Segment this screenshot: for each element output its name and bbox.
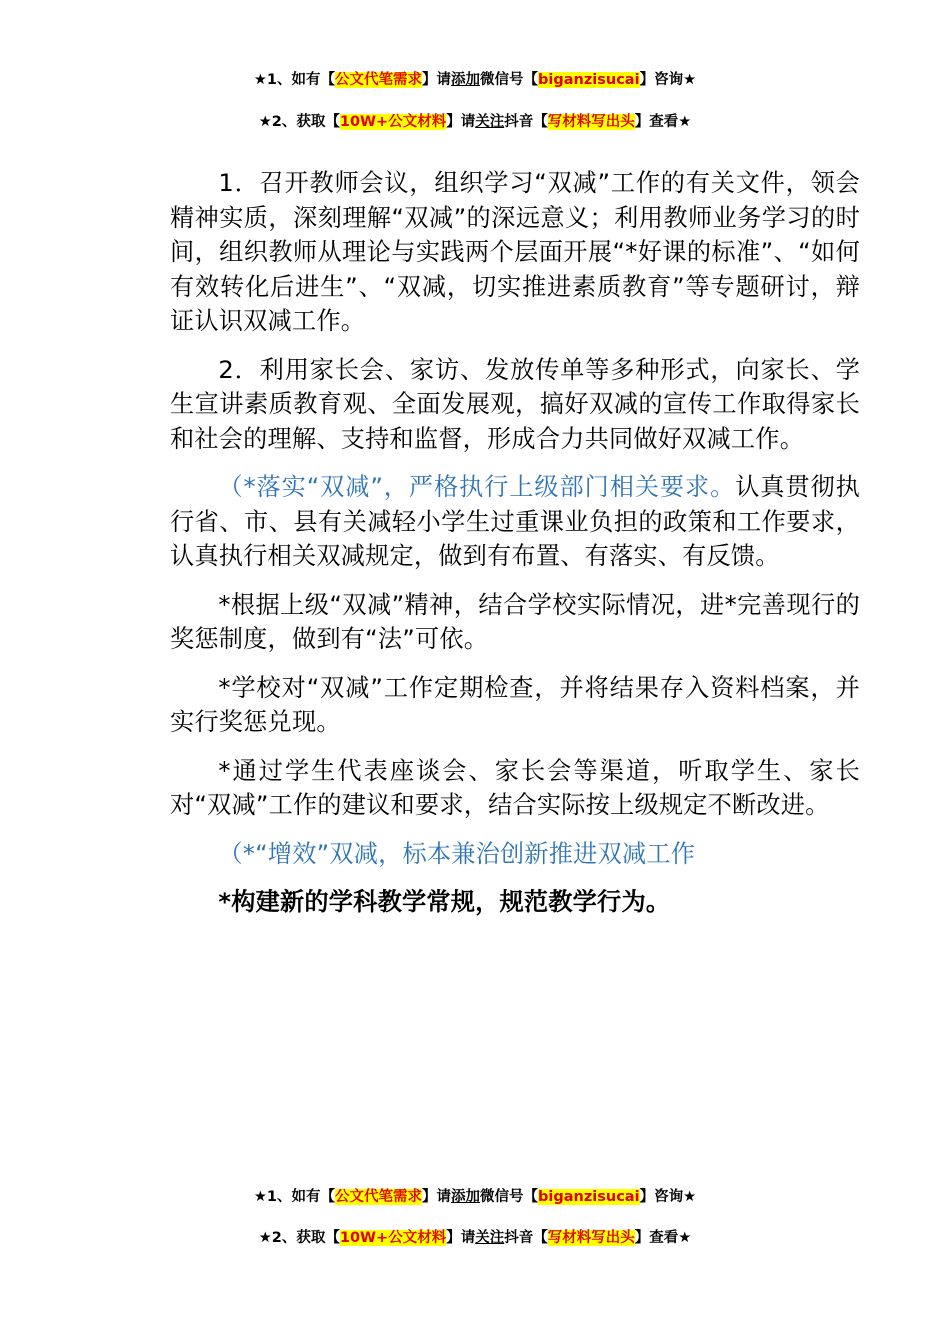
- document-body: [170, 166, 860, 934]
- paragraph-4: *根据上级“双减”精神，结合学校实际情况，进*完善现行的奖惩制度，做到有“法”可依。: [170, 590, 860, 653]
- underlined-text: 添加: [451, 1189, 481, 1205]
- footer-text: ★1、如有【: [253, 1189, 336, 1205]
- highlight-text: 10W+公文材料: [339, 1230, 447, 1246]
- highlight-text: 写材料写出头: [547, 1230, 635, 1246]
- header-text: ★1、如有【: [253, 72, 336, 88]
- header-text: 微信号【: [480, 72, 539, 88]
- footer-line-1: [0, 1187, 950, 1207]
- paragraph-3: [170, 470, 860, 574]
- footer-text: 微信号【: [480, 1189, 539, 1205]
- section-heading: （*落实“双减”，严格执行上级部门相关要求。: [218, 473, 736, 501]
- footer-text: 】咨询★: [639, 1189, 697, 1205]
- header-line-2: [0, 112, 950, 132]
- section-heading-2: （*“增效”双减，标本兼治创新推进双减工作: [218, 839, 696, 868]
- footer-line-2: [0, 1228, 950, 1248]
- header-text: 】咨询★: [639, 72, 697, 88]
- highlight-text: 公文代笔需求: [335, 1189, 423, 1205]
- bold-heading: *构建新的学科教学常规，规范教学行为。: [218, 888, 671, 916]
- footer-text: ★2、获取【: [258, 1230, 340, 1246]
- highlight-text: 写材料写出头: [547, 114, 635, 130]
- paragraph-1: 1．召开教师会议，组织学习“双减”工作的有关文件，领会精神实质，深刻理解“双减”的深远意义；利用教师业务学习的时间，组织教师从理论与实践两个层面开展“*好课的标准”、“如何有效转化后进生”、“双减，切实推进素质教育”等专题研讨，辩证认识双减工作。: [170, 169, 860, 335]
- underlined-text: 关注: [475, 1230, 505, 1246]
- highlight-text: biganzisucai: [538, 1189, 640, 1205]
- footer-text: 】请: [422, 1189, 452, 1205]
- header-line-1: [0, 70, 950, 90]
- header-text: ★2、获取【: [258, 114, 340, 130]
- footer-text: 抖音【: [504, 1230, 548, 1246]
- paragraph-2: 2．利用家长会、家访、发放传单等多种形式，向家长、学生宣讲素质教育观、全面发展观，搞好双减的宣传工作取得家长和社会的理解、支持和监督，形成合力共同做好双减工作。: [170, 355, 860, 453]
- underlined-text: 关注: [475, 114, 505, 130]
- header-text: 】查看★: [634, 114, 692, 130]
- paragraph-6: *通过学生代表座谈会、家长会等渠道，听取学生、家长对“双减”工作的建议和要求，结合实际按上级规定不断改进。: [170, 756, 860, 819]
- paragraph-3-body: 认真贯彻执行省、市、县有关减轻小学生过重课业负担的政策和工作要求，认真执行相关双减规定，做到有布置、有落实、有反馈。: [170, 473, 860, 570]
- footer-text: 】请: [446, 1230, 476, 1246]
- highlight-text: 10W+公文材料: [339, 114, 447, 130]
- header-text: 抖音【: [504, 114, 548, 130]
- header-text: 】请: [422, 72, 452, 88]
- header-text: 】请: [446, 114, 476, 130]
- highlight-text: biganzisucai: [538, 72, 640, 88]
- highlight-text: 公文代笔需求: [335, 72, 423, 88]
- footer-text: 】查看★: [634, 1230, 692, 1246]
- underlined-text: 添加: [451, 72, 481, 88]
- paragraph-5: *学校对“双减”工作定期检查，并将结果存入资料档案，并实行奖惩兑现。: [170, 673, 860, 736]
